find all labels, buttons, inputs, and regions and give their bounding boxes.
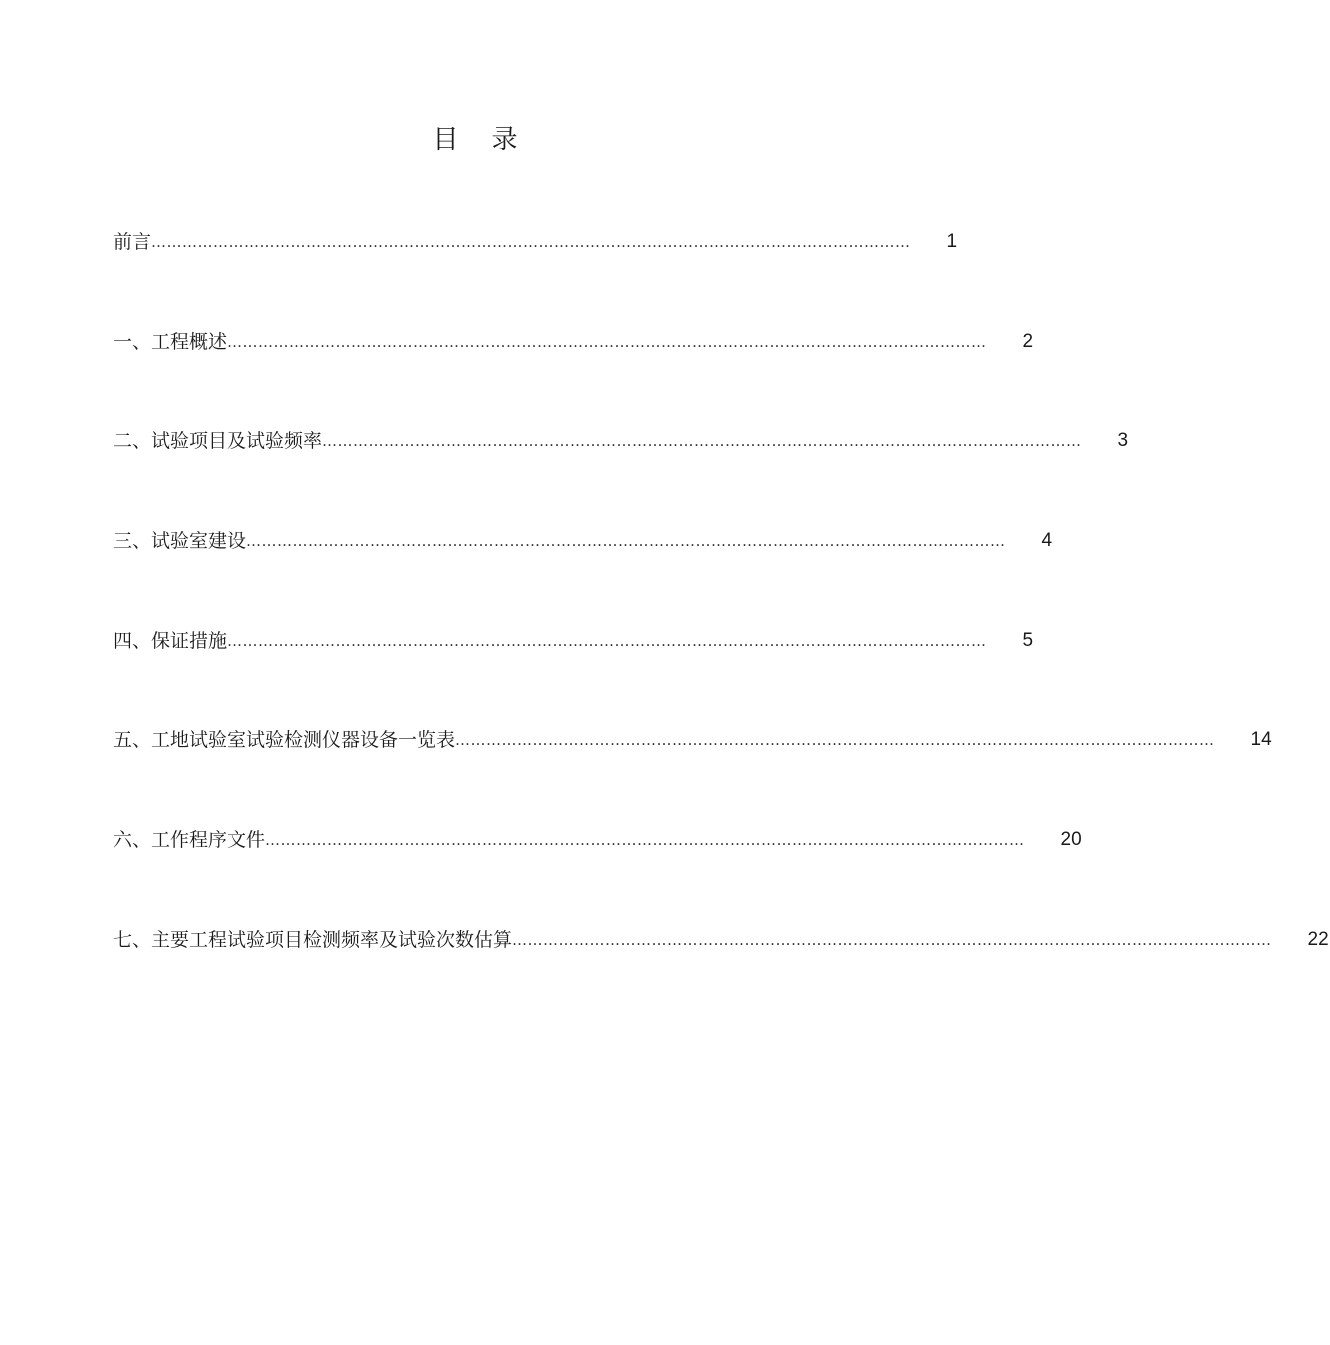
- toc-entry-title: 三、试验室建设: [113, 530, 247, 553]
- dot-leader: …………………………………………………………………………………………………………………………………: [151, 233, 911, 251]
- dot-leader: …………………………………………………………………………………………………………………………………: [246, 532, 1006, 551]
- toc-entry-section-2[interactable]: [113, 421, 1129, 521]
- toc-page-number: 14: [1250, 729, 1272, 751]
- dot-leader: …………………………………………………………………………………………………………………………………: [322, 432, 1082, 451]
- dot-leader: …………………………………………………………………………………………………………………………………: [227, 631, 987, 650]
- dot-leader: …………………………………………………………………………………………………………………………………: [512, 930, 1272, 949]
- toc-entry-title: 二、试验项目及试验频率: [113, 430, 323, 453]
- toc-entry-title: 五、工地试验室试验检测仪器设备一览表: [113, 729, 456, 752]
- toc-entry-title: 前言: [113, 231, 152, 253]
- toc-entry-title: 四、保证措施: [113, 629, 228, 652]
- dot-leader: …………………………………………………………………………………………………………………………………: [227, 332, 987, 351]
- page-title: 目 录: [432, 125, 518, 155]
- toc-entry-section-6[interactable]: [113, 820, 1082, 920]
- toc-page-number: 22: [1307, 928, 1329, 950]
- dot-leader: …………………………………………………………………………………………………………………………………: [455, 731, 1215, 750]
- dot-leader: …………………………………………………………………………………………………………………………………: [265, 831, 1025, 850]
- toc-entry-section-1[interactable]: [113, 322, 1034, 422]
- table-of-contents: [113, 222, 1329, 1020]
- toc-entry-preface[interactable]: [113, 222, 958, 322]
- toc-entry-section-4[interactable]: [113, 621, 1034, 721]
- toc-page-number: 1: [946, 231, 958, 252]
- toc-entry-title: 七、主要工程试验项目检测频率及试验次数估算: [113, 928, 513, 951]
- toc-page-number: 2: [1022, 330, 1034, 352]
- toc-entry-section-7[interactable]: [113, 920, 1329, 1020]
- toc-page-number: 5: [1022, 629, 1034, 651]
- toc-page-number: 3: [1117, 430, 1129, 452]
- toc-page-number: 20: [1060, 829, 1082, 851]
- toc-entry-title: 六、工作程序文件: [113, 829, 266, 852]
- toc-page-number: 4: [1041, 530, 1053, 552]
- toc-entry-section-3[interactable]: [113, 521, 1053, 621]
- toc-entry-section-5[interactable]: [113, 720, 1272, 820]
- toc-entry-title: 一、工程概述: [113, 330, 228, 353]
